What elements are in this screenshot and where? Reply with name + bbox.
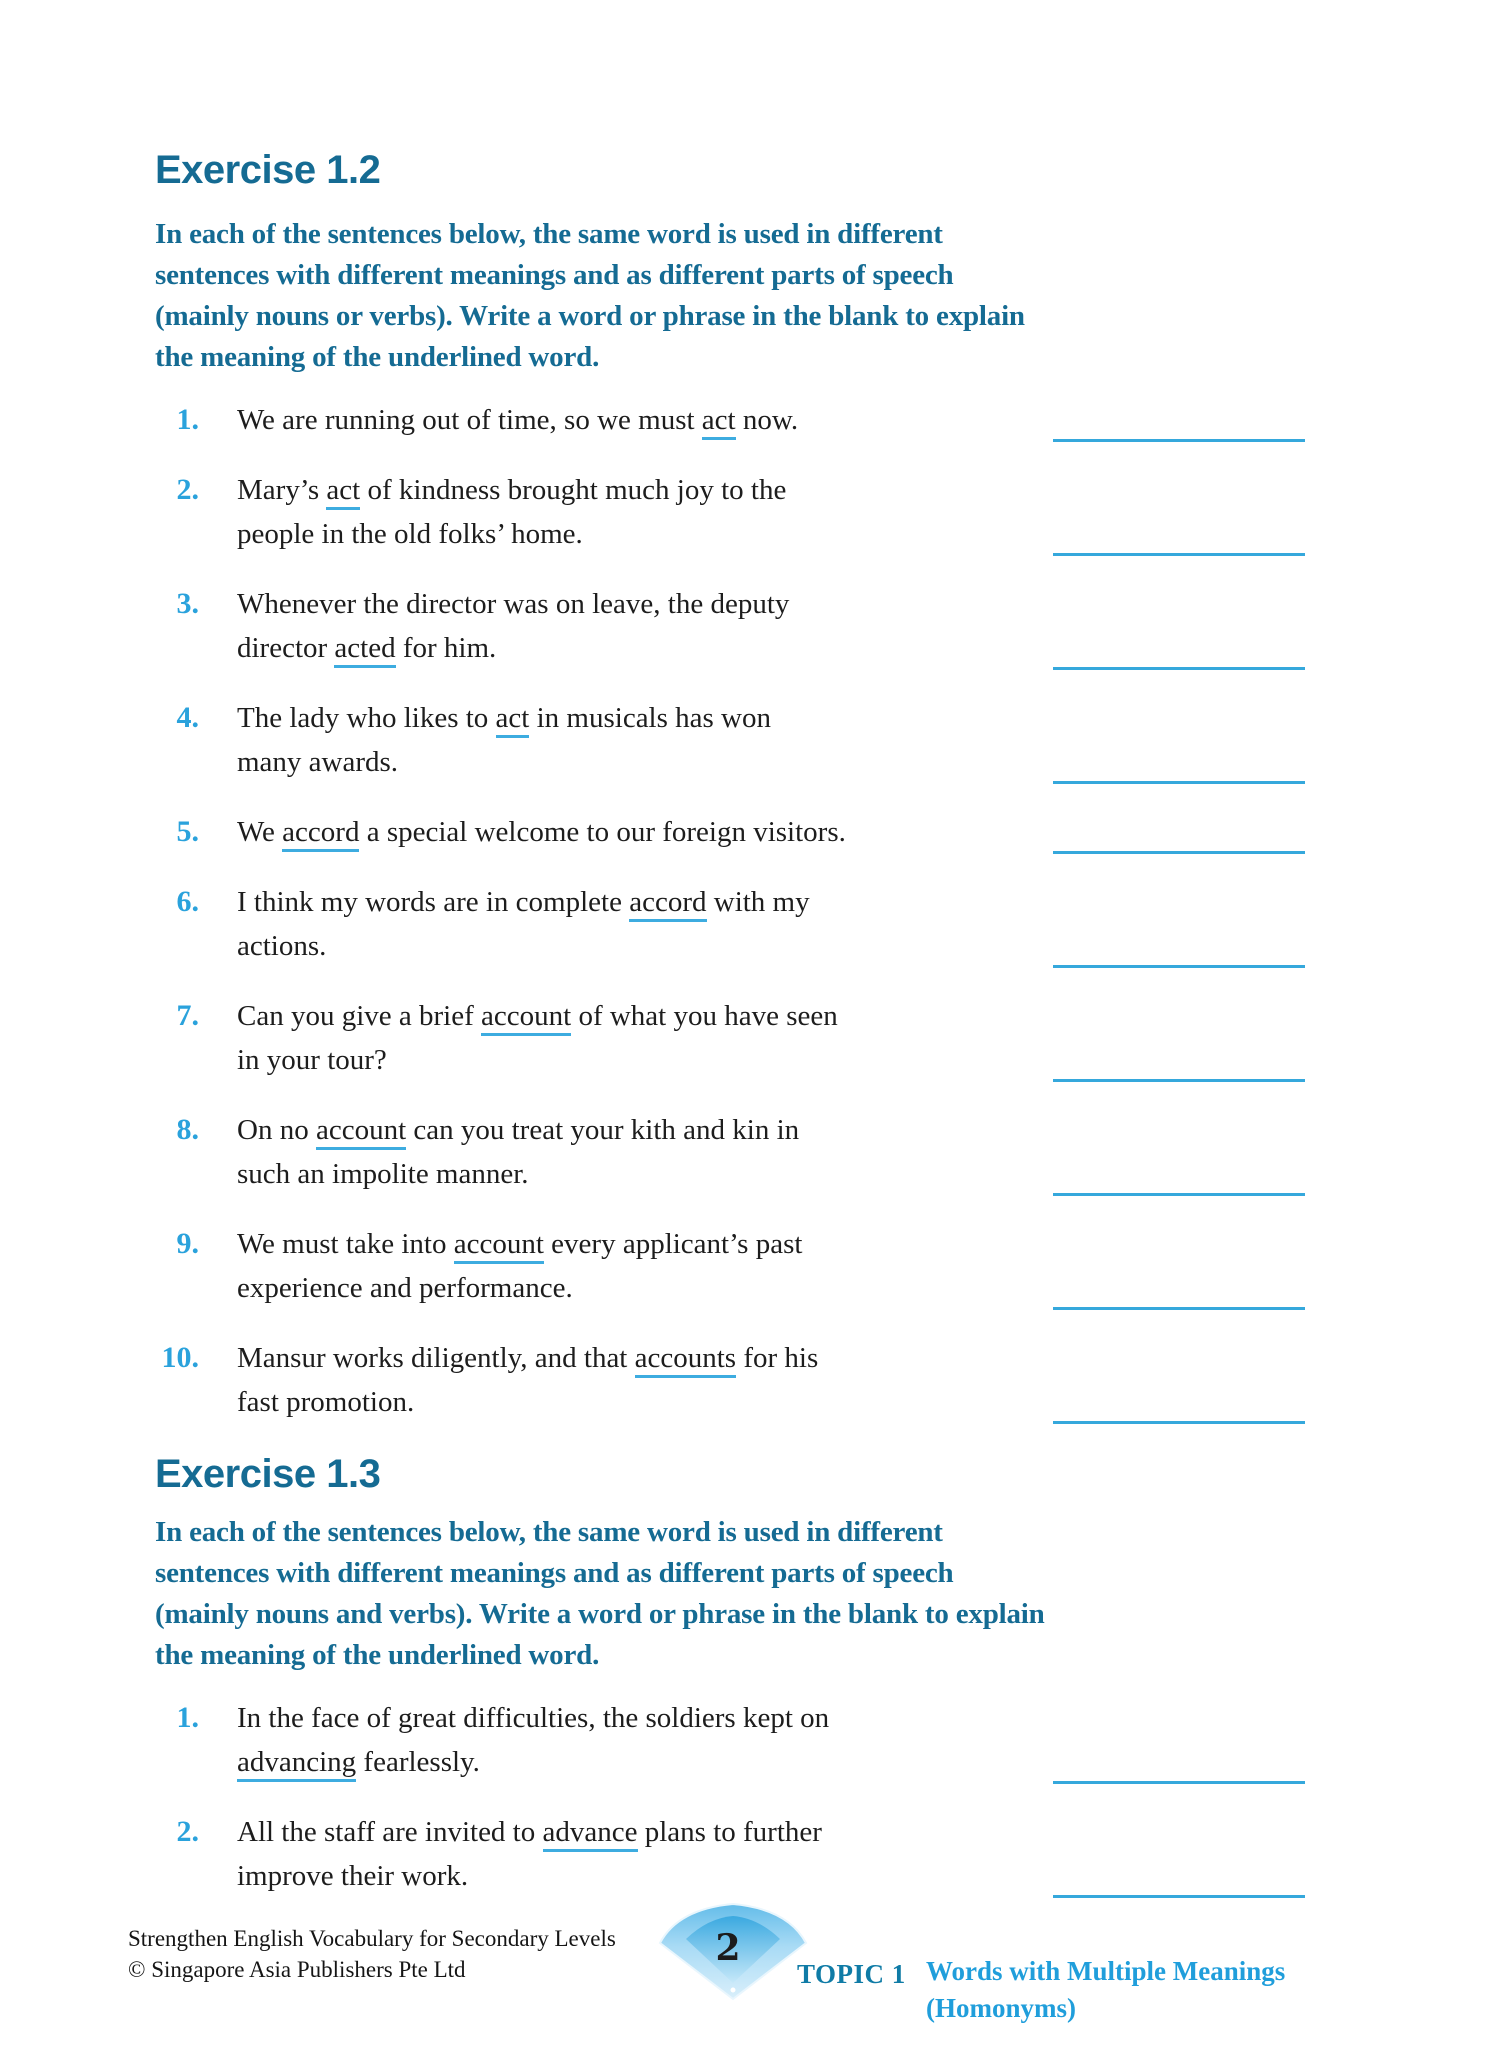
sentence-text: Mansur works diligently, and that	[237, 1342, 635, 1374]
item-number: 2.	[176, 1815, 199, 1848]
answer-blank[interactable]	[1053, 740, 1305, 784]
sentence-line	[237, 1152, 1027, 1196]
item-number: 4.	[176, 701, 199, 734]
underlined-word: account	[316, 1114, 406, 1150]
sentence-line	[237, 994, 1027, 1038]
sentence-text: The lady who likes to	[237, 702, 496, 734]
exercise-item	[155, 1336, 1305, 1424]
sentence-text: Mary’s	[237, 474, 327, 506]
sentence-text: On no	[237, 1114, 316, 1146]
sentence-text: for him.	[395, 632, 497, 664]
sentence-line	[237, 1222, 1027, 1266]
sentence-text: fast promotion.	[237, 1386, 415, 1418]
instruction-line: the meaning of the underlined word.	[155, 1639, 600, 1671]
instruction-line: In each of the sentences below, the same word is used in different	[155, 1516, 943, 1548]
answer-blank[interactable]	[1053, 810, 1305, 854]
answer-blank[interactable]	[1053, 626, 1305, 670]
item-sentence	[237, 468, 1027, 556]
underlined-word: advancing	[237, 1746, 356, 1782]
footer-book-info	[128, 1923, 616, 1985]
sentence-text: All the staff are invited to	[237, 1816, 543, 1848]
sentence-line	[237, 1038, 1027, 1082]
item-sentence	[237, 582, 1027, 670]
sentence-line	[237, 1108, 1027, 1152]
underlined-word: act	[702, 404, 736, 440]
answer-blank[interactable]	[1053, 924, 1305, 968]
item-sentence	[237, 696, 1027, 784]
exercise-1-2-item-list	[155, 398, 1305, 1424]
sentence-line	[237, 1810, 1027, 1854]
sentence-line	[237, 1854, 1027, 1898]
exercise-item	[155, 696, 1305, 784]
sentence-text: every applicant’s past	[543, 1228, 803, 1260]
sentence-text: director	[237, 632, 335, 664]
book-title: Strengthen English Vocabulary for Secondary Levels	[128, 1926, 616, 1951]
sentence-text: plans to further	[637, 1816, 822, 1848]
item-number: 1.	[176, 1701, 199, 1734]
topic-title-line: (Homonyms)	[926, 1993, 1076, 2023]
underlined-word: act	[496, 702, 530, 738]
sentence-line	[237, 696, 1027, 740]
item-number: 8.	[176, 1113, 199, 1146]
item-sentence	[237, 1336, 1027, 1424]
sentence-line	[237, 880, 1027, 924]
sentence-line	[237, 626, 1027, 670]
instruction-line: the meaning of the underlined word.	[155, 341, 600, 373]
sentence-text: actions.	[237, 930, 327, 962]
sentence-line	[237, 1266, 1027, 1310]
underlined-word: account	[454, 1228, 544, 1264]
publisher-copyright: © Singapore Asia Publishers Pte Ltd	[128, 1957, 466, 1982]
exercise-item	[155, 468, 1305, 556]
sentence-line	[237, 582, 1027, 626]
exercise-item	[155, 1222, 1305, 1310]
sentence-line	[237, 468, 1027, 512]
answer-blank[interactable]	[1053, 512, 1305, 556]
sentence-text: experience and performance.	[237, 1272, 573, 1304]
sentence-text: Can you give a brief	[237, 1000, 482, 1032]
item-sentence	[237, 1696, 1027, 1784]
item-sentence	[237, 398, 1027, 442]
topic-title-line: Words with Multiple Meanings	[926, 1956, 1286, 1986]
exercise-item	[155, 880, 1305, 968]
sentence-text: fearlessly.	[356, 1746, 480, 1778]
sentence-text: of kindness brought much joy to the	[360, 474, 787, 506]
answer-blank[interactable]	[1053, 1152, 1305, 1196]
underlined-word: accounts	[635, 1342, 736, 1378]
sentence-line	[237, 810, 1027, 854]
sentence-text: a special welcome to our foreign visitors.	[359, 816, 846, 848]
answer-blank[interactable]	[1053, 1038, 1305, 1082]
sentence-text: Whenever the director was on leave, the deputy	[237, 588, 790, 620]
exercise-item	[155, 810, 1305, 854]
exercise-1-3-item-list	[155, 1696, 1305, 1898]
answer-blank[interactable]	[1053, 1854, 1305, 1898]
sentence-text: I think my words are in complete	[237, 886, 630, 918]
exercise-1-3-title: Exercise 1.3	[155, 1452, 381, 1496]
sentence-text: such an impolite manner.	[237, 1158, 529, 1190]
answer-blank[interactable]	[1053, 1740, 1305, 1784]
exercise-item	[155, 398, 1305, 442]
instruction-line: sentences with different meanings and as different parts of speech	[155, 259, 954, 291]
item-number: 1.	[176, 403, 199, 436]
item-sentence	[237, 1108, 1027, 1196]
instruction-line: sentences with different meanings and as different parts of speech	[155, 1557, 954, 1589]
topic-label: TOPIC 1	[797, 1959, 906, 1989]
sentence-text: in your tour?	[237, 1044, 387, 1076]
sentence-text: with my	[706, 886, 810, 918]
page-number: 2	[715, 1927, 741, 1969]
sentence-text: We must take into	[237, 1228, 454, 1260]
sentence-text: We	[237, 816, 283, 848]
item-sentence	[237, 880, 1027, 968]
underlined-word: advance	[543, 1816, 638, 1852]
item-sentence	[237, 1222, 1027, 1310]
sentence-line	[237, 1740, 1027, 1784]
page-content	[155, 146, 1305, 1924]
sentence-line	[237, 512, 1027, 556]
sentence-line	[237, 398, 1027, 442]
exercise-item	[155, 582, 1305, 670]
item-number: 9.	[176, 1227, 199, 1260]
underlined-word: account	[481, 1000, 571, 1036]
item-sentence	[237, 994, 1027, 1082]
answer-blank[interactable]	[1053, 1380, 1305, 1424]
answer-blank[interactable]	[1053, 398, 1305, 442]
exercise-1-3	[155, 1450, 1305, 1898]
item-number: 6.	[176, 885, 199, 918]
sentence-text: can you treat your kith and kin in	[406, 1114, 800, 1146]
underlined-word: acted	[334, 632, 395, 668]
exercise-1-3-instructions	[155, 1512, 1305, 1676]
sentence-line	[237, 1696, 1027, 1740]
sentence-line	[237, 1336, 1027, 1380]
item-number: 2.	[176, 473, 199, 506]
sentence-text: people in the old folks’ home.	[237, 518, 583, 550]
underlined-word: accord	[282, 816, 359, 852]
sentence-line	[237, 740, 1027, 784]
item-number: 10.	[161, 1341, 199, 1374]
exercise-item	[155, 994, 1305, 1082]
answer-blank[interactable]	[1053, 1266, 1305, 1310]
exercise-1-2-instructions	[155, 214, 1305, 378]
sentence-text: now.	[735, 404, 799, 436]
sentence-text: in musicals has won	[529, 702, 772, 734]
exercise-item	[155, 1696, 1305, 1784]
item-number: 5.	[176, 815, 199, 848]
underlined-word: accord	[629, 886, 706, 922]
sentence-text: for his	[736, 1342, 819, 1374]
topic-title	[926, 1953, 1285, 2027]
instruction-line: (mainly nouns or verbs). Write a word or phrase in the blank to explain	[155, 300, 1025, 332]
item-sentence	[237, 1810, 1027, 1898]
page-number-gem	[658, 1901, 808, 2003]
item-number: 7.	[176, 999, 199, 1032]
sentence-text: improve their work.	[237, 1860, 469, 1892]
item-number: 3.	[176, 587, 199, 620]
exercise-1-2	[155, 146, 1305, 1424]
underlined-word: act	[326, 474, 360, 510]
instruction-line: (mainly nouns and verbs). Write a word or phrase in the blank to explain	[155, 1598, 1045, 1630]
exercise-1-2-title: Exercise 1.2	[155, 148, 381, 192]
sentence-line	[237, 924, 1027, 968]
sentence-text: In the face of great difficulties, the soldiers kept on	[237, 1702, 830, 1734]
exercise-item	[155, 1810, 1305, 1898]
sentence-text: many awards.	[237, 746, 399, 778]
sentence-text: We are running out of time, so we must	[237, 404, 702, 436]
item-sentence	[237, 810, 1027, 854]
sentence-text: of what you have seen	[571, 1000, 838, 1032]
sentence-line	[237, 1380, 1027, 1424]
exercise-item	[155, 1108, 1305, 1196]
instruction-line: In each of the sentences below, the same word is used in different	[155, 218, 943, 250]
